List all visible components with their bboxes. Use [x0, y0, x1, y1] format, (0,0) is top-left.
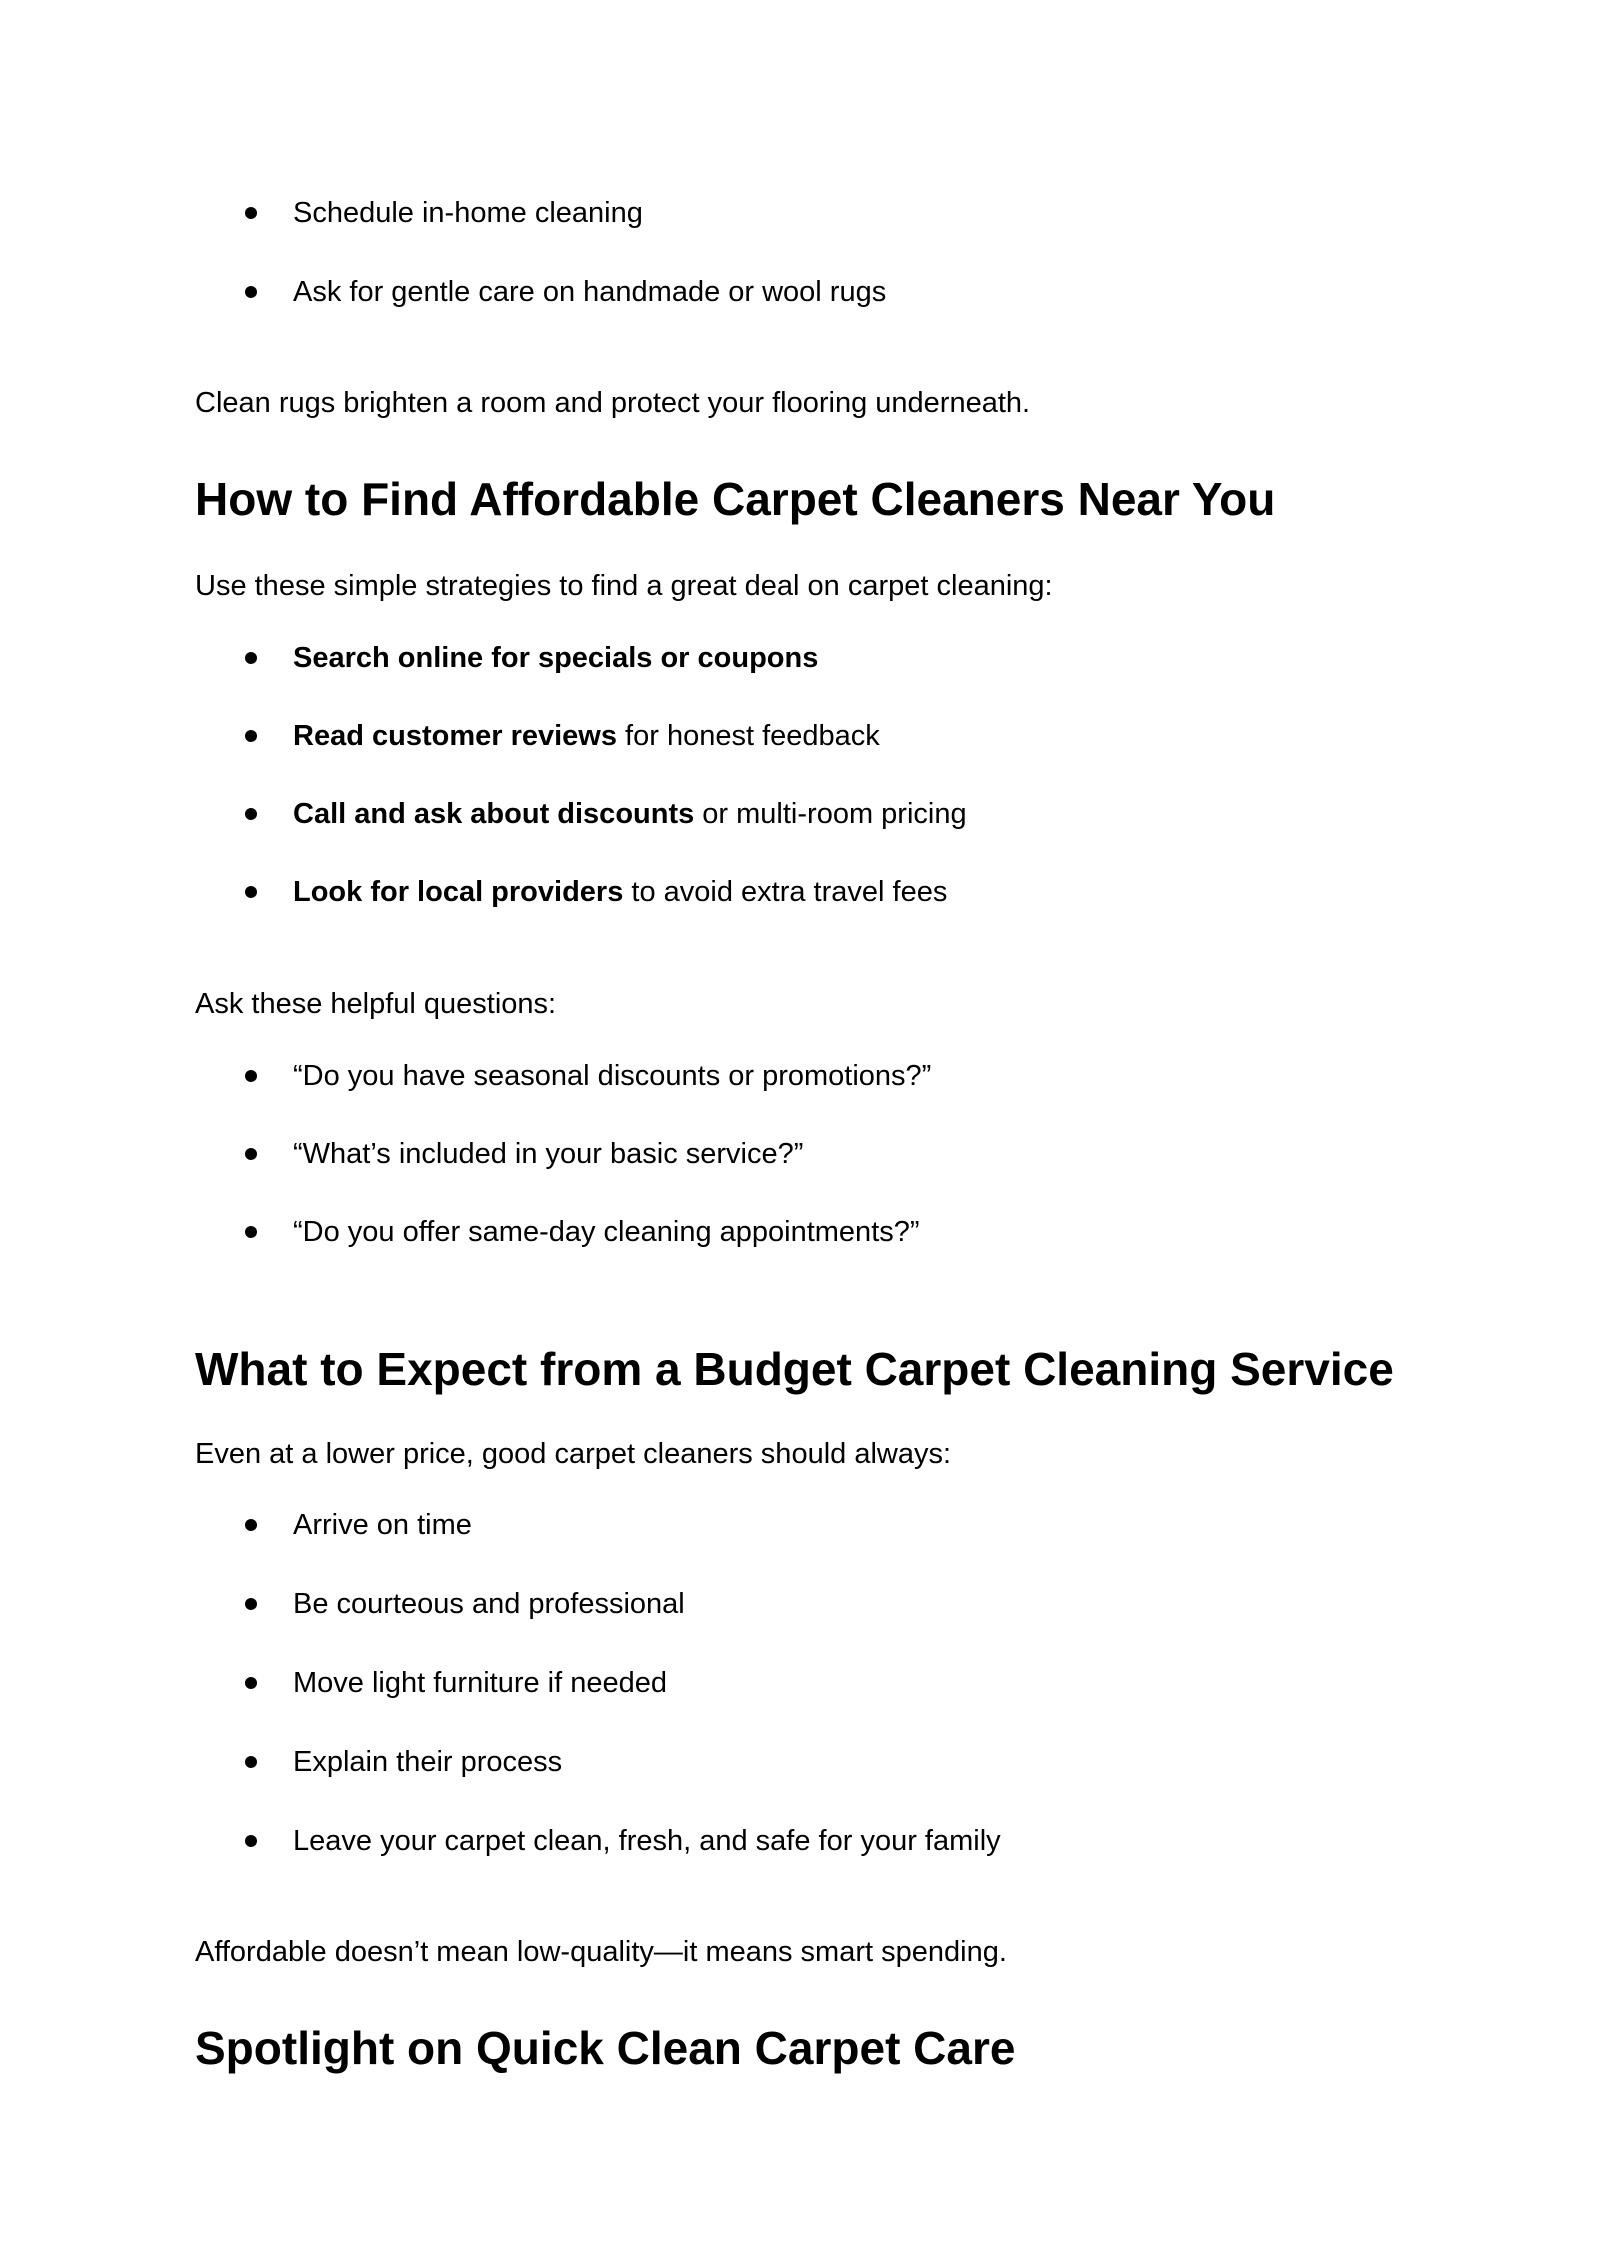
find-intro-paragraph: Use these simple strategies to find a great deal on carpet cleaning:: [195, 570, 1053, 602]
list-item-text: Schedule in-home cleaning: [293, 197, 643, 229]
list-item-text: “What’s included in your basic service?”: [293, 1138, 804, 1170]
list-item-text: Ask for gentle care on handmade or wool rugs: [293, 276, 887, 308]
expect-closing-paragraph: Affordable doesn’t mean low-quality—it means smart spending.: [195, 1936, 1007, 1968]
bullet-icon: [245, 886, 257, 898]
list-item-text: Call and ask about discounts or multi-room pricing: [293, 798, 967, 830]
bullet-icon: [245, 808, 257, 820]
intro-closing-paragraph: Clean rugs brighten a room and protect your flooring underneath.: [195, 387, 1031, 419]
bullet-icon: [245, 1148, 257, 1160]
bullet-icon: [245, 652, 257, 664]
bullet-icon: [245, 207, 257, 219]
bullet-icon: [245, 1677, 257, 1689]
list-item-text: Look for local providers to avoid extra travel fees: [293, 876, 948, 908]
bullet-icon: [245, 1835, 257, 1847]
list-item-text: Move light furniture if needed: [293, 1667, 667, 1699]
section-heading-expect: What to Expect from a Budget Carpet Cleaning Service: [195, 1343, 1394, 1395]
expect-intro-paragraph: Even at a lower price, good carpet cleaners should always:: [195, 1438, 952, 1470]
bullet-icon: [245, 730, 257, 742]
list-item-text: “Do you have seasonal discounts or promotions?”: [293, 1060, 932, 1092]
questions-intro-paragraph: Ask these helpful questions:: [195, 988, 557, 1020]
bullet-icon: [245, 1756, 257, 1768]
bullet-icon: [245, 286, 257, 298]
bullet-icon: [245, 1598, 257, 1610]
list-item-text: Arrive on time: [293, 1509, 472, 1541]
bullet-icon: [245, 1070, 257, 1082]
section-heading-find: How to Find Affordable Carpet Cleaners Near You: [195, 473, 1276, 525]
list-item-text: Search online for specials or coupons: [293, 642, 819, 674]
list-item-text: Be courteous and professional: [293, 1588, 685, 1620]
bullet-icon: [245, 1519, 257, 1531]
bullet-icon: [245, 1226, 257, 1238]
list-item-text: Leave your carpet clean, fresh, and safe for your family: [293, 1825, 1001, 1857]
list-item-text: Explain their process: [293, 1746, 563, 1778]
section-heading-spotlight: Spotlight on Quick Clean Carpet Care: [195, 2022, 1016, 2074]
list-item-text: Read customer reviews for honest feedback: [293, 720, 880, 752]
list-item-text: “Do you offer same-day cleaning appointments?”: [293, 1216, 920, 1248]
